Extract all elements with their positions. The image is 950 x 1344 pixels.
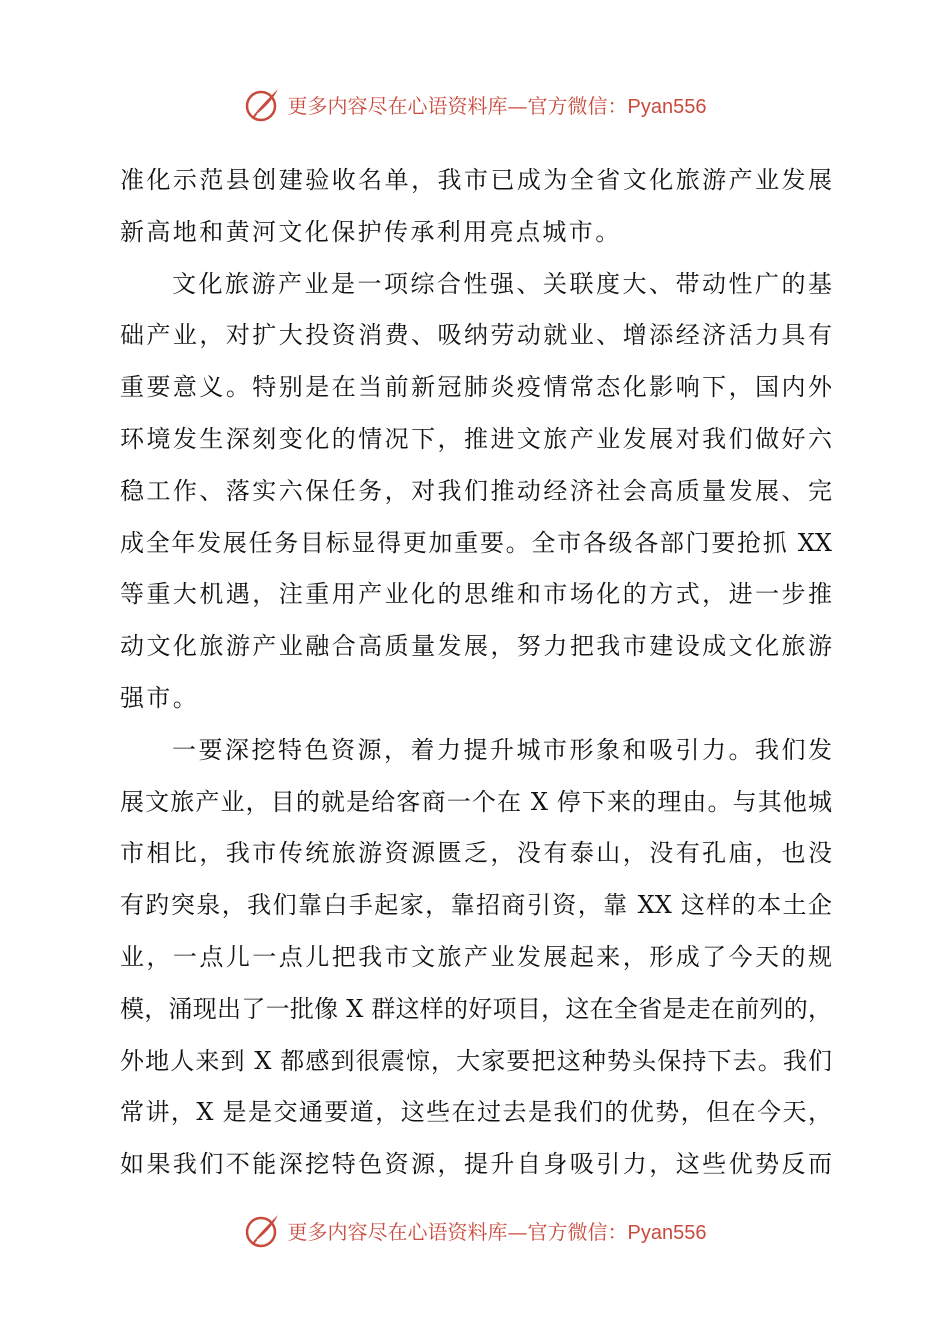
text-line: 常讲，X 是是交通要道，这些在过去是我们的优势，但在今天， (120, 1098, 832, 1127)
text-line: 环境发生深刻变化的情况下，推进文旅产业发展对我们做好六 (120, 424, 832, 453)
paragraph-first-line: 文化旅游产业是一项综合性强、关联度大、带动性广的基 (172, 269, 832, 298)
text-line: 有趵突泉，我们靠白手起家，靠招商引资，靠 XX 这样的本土企 (120, 891, 832, 920)
text-line: 市相比，我市传统旅游资源匮乏，没有泰山，没有孔庙，也没 (120, 839, 832, 868)
text-line: 重要意义。特别是在当前新冠肺炎疫情常态化影响下，国内外 (120, 373, 832, 402)
text-line: 外地人来到 X 都感到很震惊，大家要把这种势头保持下去。我们 (120, 1046, 832, 1075)
text-line: 展文旅产业，目的就是给客商一个在 X 停下来的理由。与其他城 (120, 787, 832, 816)
document-body (120, 155, 832, 1191)
text-line: 新高地和黄河文化保护传承利用亮点城市。 (120, 217, 622, 246)
text-line: 成全年发展任务目标显得更加重要。全市各级各部门要抢抓 XX (120, 528, 832, 557)
footer-banner-text: 更多内容尽在心语资料库—官方微信：Pyan556 (287, 1219, 707, 1244)
footer-wechat-handle: Pyan556 (627, 1221, 707, 1244)
header-watermark-banner (0, 82, 950, 126)
text-line: 础产业，对扩大投资消费、吸纳劳动就业、增添经济活力具有 (120, 321, 832, 350)
text-line: 稳工作、落实六保任务，对我们推动经济社会高质量发展、完 (120, 476, 832, 505)
text-line: 动文化旅游产业融合高质量发展，努力把我市建设成文化旅游 (120, 632, 832, 661)
header-banner-text: 更多内容尽在心语资料库—官方微信：Pyan556 (287, 93, 707, 118)
text-line: 准化示范县创建验收名单，我市已成为全省文化旅游产业发展 (120, 166, 832, 194)
text-line: 如果我们不能深挖特色资源，提升自身吸引力，这些优势反而 (120, 1150, 832, 1179)
text-line: 模，涌现出了一批像 X 群这样的好项目，这在全省是走在前列的， (120, 994, 832, 1023)
text-line: 强市。 (120, 683, 200, 712)
header-wechat-handle: Pyan556 (627, 95, 707, 118)
quill-pen-icon (244, 85, 282, 123)
text-line: 业，一点儿一点儿把我市文旅产业发展起来，形成了今天的规 (120, 942, 832, 971)
footer-watermark-banner (0, 1208, 950, 1252)
quill-pen-icon (244, 1211, 282, 1249)
paragraph-first-line: 一要深挖特色资源，着力提升城市形象和吸引力。我们发 (172, 735, 832, 764)
text-line: 等重大机遇，注重用产业化的思维和市场化的方式，进一步推 (120, 580, 832, 609)
